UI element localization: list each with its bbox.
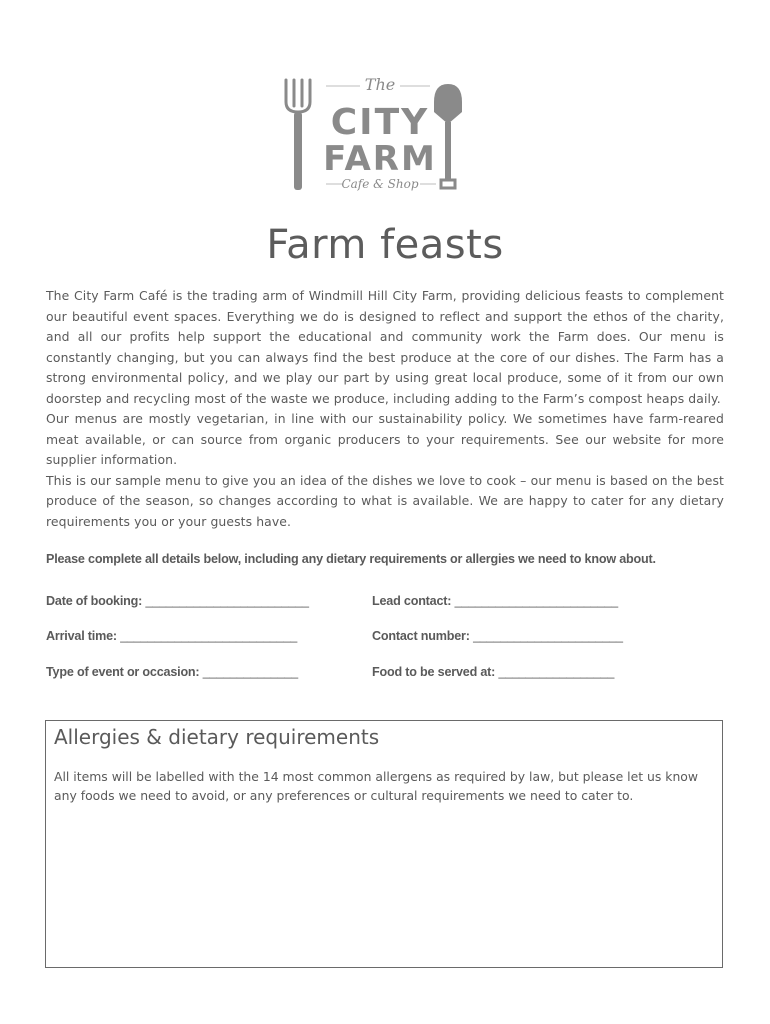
instructions-notice: Please complete all details below, including any dietary requirements or allergies we need to know about. bbox=[46, 552, 656, 566]
food-served-at-line[interactable]: _________________ bbox=[498, 665, 615, 679]
type-of-event-label: Type of event or occasion: bbox=[46, 665, 200, 679]
intro-paragraph-2: Our menus are mostly vegetarian, in line with our sustainability policy. We sometimes have farm-reared meat available, or can source from organic producers to your requirements. See our website for more supplier information. bbox=[46, 411, 724, 467]
date-of-booking-line[interactable]: ________________________ bbox=[145, 594, 309, 608]
date-of-booking-label: Date of booking: bbox=[46, 594, 143, 608]
contact-number-line[interactable]: ______________________ bbox=[473, 629, 623, 643]
logo-city: CITY bbox=[330, 102, 430, 143]
date-of-booking-field[interactable] bbox=[46, 594, 309, 608]
shovel-icon bbox=[434, 84, 462, 188]
logo-tagline: Cafe & Shop bbox=[341, 177, 419, 191]
city-farm-logo bbox=[280, 72, 480, 196]
arrival-time-label: Arrival time: bbox=[46, 629, 117, 643]
lead-contact-field[interactable] bbox=[372, 594, 618, 608]
intro-paragraph-3: This is our sample menu to give you an idea of the dishes we love to cook – our menu is based on the best produce of the season, so changes according to what is available. We are happy to cater for any dietary requirements you or your guests have. bbox=[46, 472, 724, 529]
intro-paragraph-1: The City Farm Café is the trading arm of Windmill Hill City Farm, providing delicious feasts to complement our beautiful event spaces. Everything we do is designed to reflect and support the ethos of the charity, and all our profits help support the educational and community work the Farm does. Our menu is constantly changing, but you can always find the best produce at the core of our dishes. The Farm has a strong environmental policy, and we play our part by using great local produce, some of it from our own doorstep and recycling most of the waste we produce, including adding to the Farm’s compost heaps daily. bbox=[46, 288, 724, 406]
arrival-time-field[interactable] bbox=[46, 629, 297, 643]
allergies-box[interactable] bbox=[45, 720, 723, 968]
type-of-event-field[interactable] bbox=[46, 665, 298, 679]
lead-contact-label: Lead contact: bbox=[372, 594, 452, 608]
food-served-at-label: Food to be served at: bbox=[372, 665, 496, 679]
lead-contact-line[interactable]: ________________________ bbox=[454, 594, 618, 608]
allergies-title: Allergies & dietary requirements bbox=[54, 725, 380, 749]
logo-farm: FARM bbox=[323, 139, 437, 179]
pitchfork-icon bbox=[286, 80, 310, 112]
type-of-event-line[interactable]: ______________ bbox=[202, 665, 298, 679]
page-title: Farm feasts bbox=[266, 222, 504, 268]
logo-the: The bbox=[364, 75, 396, 94]
arrival-time-line[interactable]: __________________________ bbox=[120, 629, 298, 643]
intro-text bbox=[46, 286, 724, 532]
contact-number-label: Contact number: bbox=[372, 629, 470, 643]
allergies-text: All items will be labelled with the 14 most common allergens as required by law, but please let us know any foods we need to avoid, or any preferences or cultural requirements we need to cater to. bbox=[54, 769, 699, 803]
food-served-at-field[interactable] bbox=[372, 665, 614, 679]
contact-number-field[interactable] bbox=[372, 629, 623, 643]
